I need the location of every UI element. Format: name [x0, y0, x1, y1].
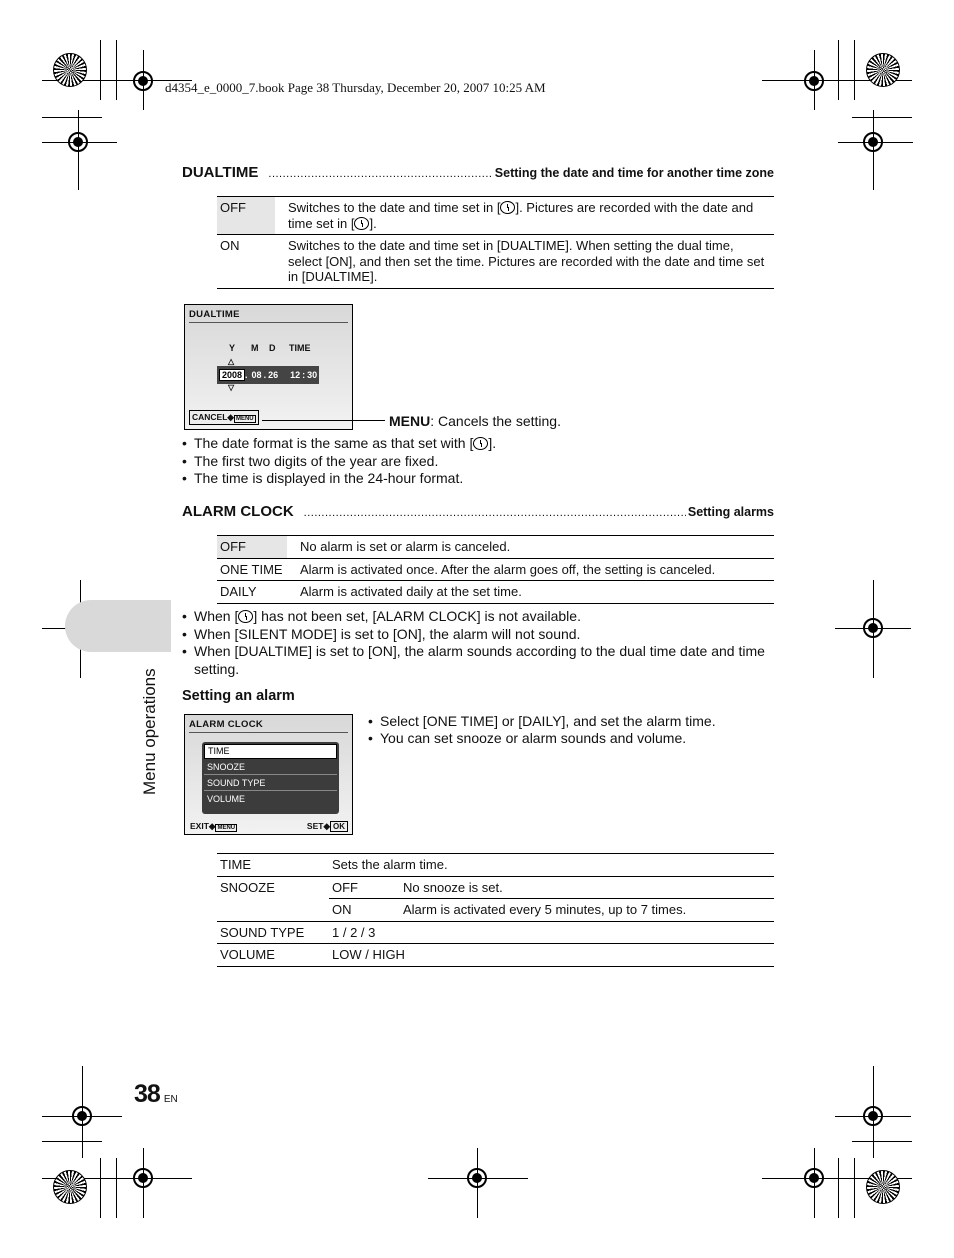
- dualtime-notes: [182, 435, 774, 488]
- menu-item-time[interactable]: TIME: [204, 744, 337, 759]
- chapter-label: Menu operations: [140, 668, 159, 795]
- list-item: • Select [ONE TIME] or [DAILY], and set the alarm time.: [368, 713, 774, 730]
- registration-sun-icon: [53, 53, 87, 87]
- exit-button[interactable]: EXIT◆ MENU: [190, 821, 236, 831]
- alarm-table: [217, 535, 774, 604]
- menu-item-volume[interactable]: VOLUME: [207, 794, 246, 804]
- registration-sun-icon: [866, 1170, 900, 1204]
- arrow-down-icon: ▽: [228, 383, 235, 392]
- setting-alarm-notes: [368, 713, 774, 746]
- table-row: VOLUME LOW / HIGH: [217, 944, 774, 967]
- alarm-heading: ALARM CLOCK ..... Setting alarms: [182, 503, 774, 520]
- clock-icon: [500, 201, 515, 214]
- setting-alarm-heading: Setting an alarm: [182, 688, 295, 704]
- page-number: 38 EN: [134, 1080, 178, 1108]
- cancel-button[interactable]: CANCEL◆ MENU: [189, 410, 259, 425]
- table-row: TIME Sets the alarm time.: [217, 854, 774, 877]
- table-row: SNOOZE OFF No snooze is set.: [217, 876, 774, 899]
- table-row: ONE TIME Alarm is activated once. After the alarm goes off, the setting is canceled.: [217, 558, 774, 581]
- menu-item-snooze[interactable]: SNOOZE: [204, 760, 337, 775]
- dualtime-heading: DUALTIME ..... Setting the date and time for another time zone: [182, 164, 774, 181]
- set-button[interactable]: SET◆ OK: [307, 821, 348, 832]
- arrow-up-icon: △: [228, 357, 235, 366]
- list-item: • When [ ] has not been set, [ALARM CLOCK] is not available.: [182, 608, 774, 626]
- table-row: SOUND TYPE 1 / 2 / 3: [217, 921, 774, 944]
- registration-sun-icon: [866, 53, 900, 87]
- clock-icon: [473, 437, 488, 450]
- table-row: OFF Switches to the date and time set in [ ]. Pictures are recorded with the date and time set in [ ].: [217, 197, 774, 235]
- menu-callout: MENU: Cancels the setting.: [389, 413, 561, 429]
- clock-icon: [354, 217, 369, 230]
- table-row: OFF No alarm is set or alarm is canceled.: [217, 536, 774, 559]
- list-item: • The date format is the same as that set with [ ].: [182, 435, 774, 453]
- list-item: • When [SILENT MODE] is set to [ON], the alarm will not sound.: [182, 626, 774, 644]
- date-time-field[interactable]: 2008 . 08 . 26 12 : 30: [217, 366, 319, 384]
- list-item: • When [DUALTIME] is set to [ON], the alarm sounds according to the dual time date and time setting.: [182, 643, 774, 678]
- table-row: DAILY Alarm is activated daily at the set time.: [217, 581, 774, 604]
- list-item: • The time is displayed in the 24-hour format.: [182, 470, 774, 488]
- alarm-menu-list: [202, 742, 339, 814]
- table-row: ON Alarm is activated every 5 minutes, up to 7 times.: [217, 899, 774, 922]
- menu-item-sound-type[interactable]: SOUND TYPE: [204, 776, 337, 791]
- menu-key-icon: MENU: [217, 825, 236, 831]
- menu-key-icon: MENU: [235, 416, 254, 422]
- clock-icon: [238, 610, 253, 623]
- dualtime-table: [217, 196, 774, 289]
- dualtime-screen: DUALTIME Y M D TIME △ 2008 . 08 . 26 12 : 30 ▽ CANCEL◆ MENU: [184, 304, 353, 430]
- alarm-settings-table: [217, 853, 774, 967]
- registration-sun-icon: [53, 1170, 87, 1204]
- callout-line: [262, 420, 385, 421]
- list-item: • The first two digits of the year are fixed.: [182, 453, 774, 471]
- book-header: d4354_e_0000_7.book Page 38 Thursday, December 20, 2007 10:25 AM: [165, 80, 546, 95]
- table-row: ON Switches to the date and time set in [DUALTIME]. When setting the dual time, select [ON], and then set the time. Pictures are recorded with the date and time set in [DUALTIME].: [217, 235, 774, 289]
- ok-key-icon: OK: [330, 821, 348, 832]
- alarm-screen: ALARM CLOCK TIME SNOOZE SOUND TYPE VOLUME EXIT◆ MENU SET◆ OK: [184, 714, 353, 835]
- alarm-notes: [182, 608, 774, 678]
- list-item: • You can set snooze or alarm sounds and volume.: [368, 730, 774, 747]
